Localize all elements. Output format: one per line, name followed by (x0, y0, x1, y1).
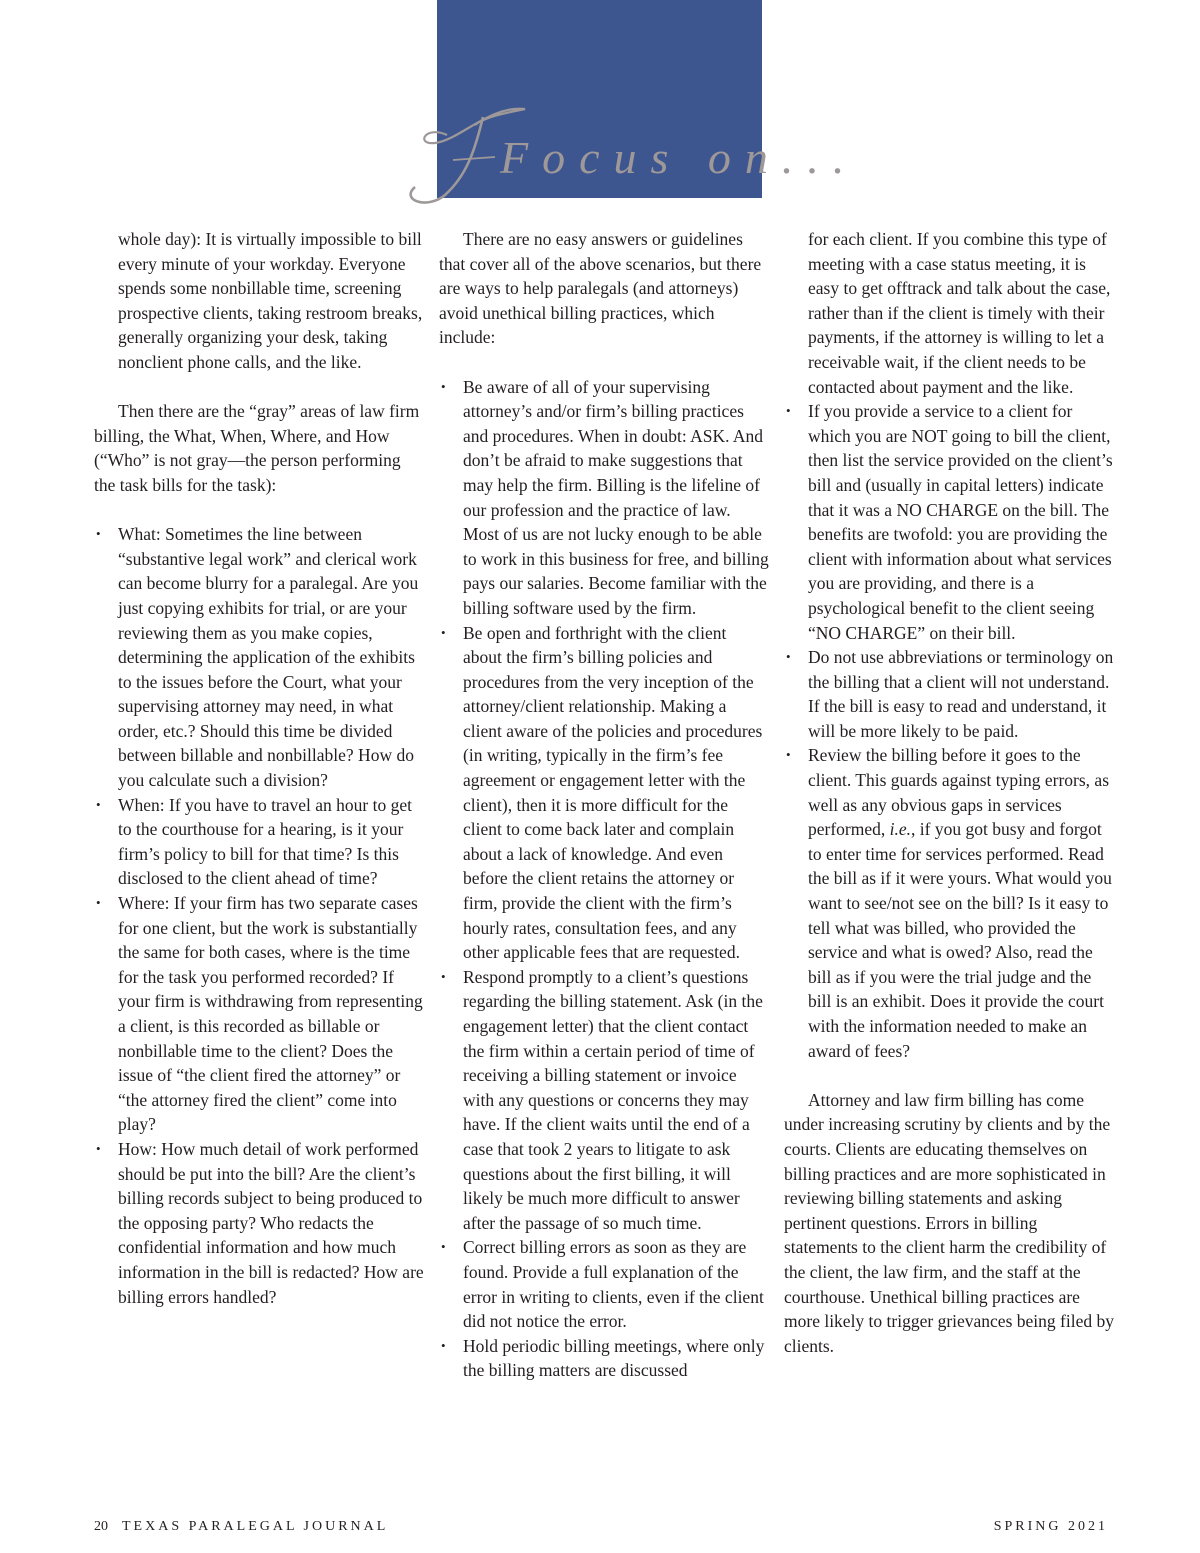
list-item: • Hold periodic billing meetings, where only the billing matters are discussed (439, 1334, 769, 1383)
bullet-list (784, 399, 1114, 1063)
italic-ie: i.e. (889, 819, 912, 840)
list-item: • What: Sometimes the line between “substantive legal work” and clerical work can become blurry for a paralegal. Are you just copying exhibits for trial, or are your reviewing them as you make copies, determining the application of the exhibits to the issues before the Court, what your supervising attorney may need, in what order, etc.? Should this time be divided between billable and nonbillable? How do you calculate such a division? (94, 522, 424, 793)
focus-on-text: Focus on... (500, 132, 859, 183)
footer-left (94, 1519, 388, 1535)
list-item: • Do not use abbreviations or terminology on the billing that a client will not understand. If the bill is easy to read and understand, it will be more likely to be paid. (784, 645, 1114, 743)
list-item: • How: How much detail of work performed should be put into the bill? Are the client’s billing records subject to being produced to the opposing party? Who redacts the confidential information and how much information in the bill is redacted? How are billing errors handled? (94, 1137, 424, 1309)
list-item (784, 743, 1114, 1063)
column-3 (784, 227, 1114, 1358)
column-1 (94, 227, 424, 1309)
paragraph: There are no easy answers or guidelines that cover all of the above scenarios, but there are ways to help paralegals (and attorneys) avoid unethical billing practices, which include: (439, 229, 762, 348)
text-run: , if you got busy and forgot to enter time for services performed. Read the bill as if it were yours. What would you want to see/not see on the bill? Is it easy to tell what was billed, who provided the service and what is owed? Also, read the bill as if you were the trial judge and the bill is an exhibit. Does it provide the court with the information needed to make an award of fees? (808, 819, 1112, 1061)
issue-label: SPRING 2021 (993, 1519, 1108, 1534)
list-item: • When: If you have to travel an hour to get to the courthouse for a hearing, is it your firm’s policy to bill for that time? Is this disclosed to the client ahead of time? (94, 793, 424, 891)
column-2 (439, 227, 769, 1383)
page-number: 20 (94, 1519, 108, 1534)
focus-on-title (405, 95, 859, 225)
text-run: Review the billing before it goes to the client. This guards against typing errors, as well as any obvious gaps in services performed, (808, 745, 1110, 840)
list-item: • If you provide a service to a client for which you are NOT going to bill the client, then list the service provided on the client’s bill and (usually in capital letters) indicate that it was a NO CHARGE on the bill. The benefits are twofold: you are providing the client with information about what services you are providing, and there is a psychological benefit to the client seeing “NO CHARGE” on their bill. (784, 399, 1114, 645)
bullet-list (439, 375, 769, 1383)
list-item: • Be open and forthright with the client about the firm’s billing policies and procedures from the very inception of the attorney/client relationship. Making a client aware of the policies and procedures (in writing, typically in the firm’s fee agreement or engagement letter with the client), then it is more difficult for the client to come back later and complain about a lack of knowledge. And even before the client retains the attorney or firm, provide the client with the firm’s hourly rates, consultation fees, and any other applicable fees that are requested. (439, 621, 769, 965)
paragraph: for each client. If you combine this type of meeting with a case status meeting, it is easy to get offtrack and talk about the case, rather than if the client is timely with their payments, if the attorney is willing to let a receivable wait, if the client needs to be contacted about payment and the like. (808, 229, 1111, 397)
publication-name: TEXAS PARALEGAL JOURNAL (122, 1519, 389, 1534)
list-item: • Be aware of all of your supervising attorney’s and/or firm’s billing practices and procedures. When in doubt: ASK. And don’t be afraid to make suggestions that may help the firm. Billing is the lifeline of our profession and the practice of law. Most of us are not lucky enough to be able to work in this business for free, and billing pays our salaries. Become familiar with the billing software used by the firm. (439, 375, 769, 621)
list-item: • Correct billing errors as soon as they are found. Provide a full explanation of the error in writing to clients, even if the client did not notice the error. (439, 1235, 769, 1333)
list-item: • Where: If your firm has two separate cases for one client, but the work is substantially the same for both cases, where is the time for the task you performed recorded? If your firm is withdrawing from representing a client, is this recorded as billable or nonbillable time to the client? Does the issue of “the client fired the attorney” or “the attorney fired the client” come into play? (94, 891, 424, 1137)
paragraph: Then there are the “gray” areas of law firm billing, the What, When, Where, and How (“Who” is not gray—the person performing the task bills for the task): (94, 401, 420, 495)
paragraph: Attorney and law firm billing has come under increasing scrutiny by clients and by the courts. Clients are educating themselves on billing practices and are more sophisticated in reviewing billing statements and asking pertinent questions. Errors in billing statements to the client harm the credibility of the client, the law firm, and the staff at the courthouse. Unethical billing practices are more likely to trigger grievances being filed by clients. (784, 1089, 1114, 1356)
bullet-list (94, 522, 424, 1309)
paragraph: whole day): It is virtually impossible to bill every minute of your workday. Everyone spends some nonbillable time, screening prospective clients, taking restroom breaks, generally organizing your desk, taking nonclient phone calls, and the like. (118, 229, 423, 372)
list-item: • Respond promptly to a client’s questions regarding the billing statement. Ask (in the engagement letter) that the client contact the firm within a certain period of time of receiving a billing statement or invoice with any questions or concerns they may have. If the client waits until the end of a case that took 2 years to litigate to ask questions about the first billing, it will likely be much more difficult to answer after the passage of so much time. (439, 965, 769, 1236)
